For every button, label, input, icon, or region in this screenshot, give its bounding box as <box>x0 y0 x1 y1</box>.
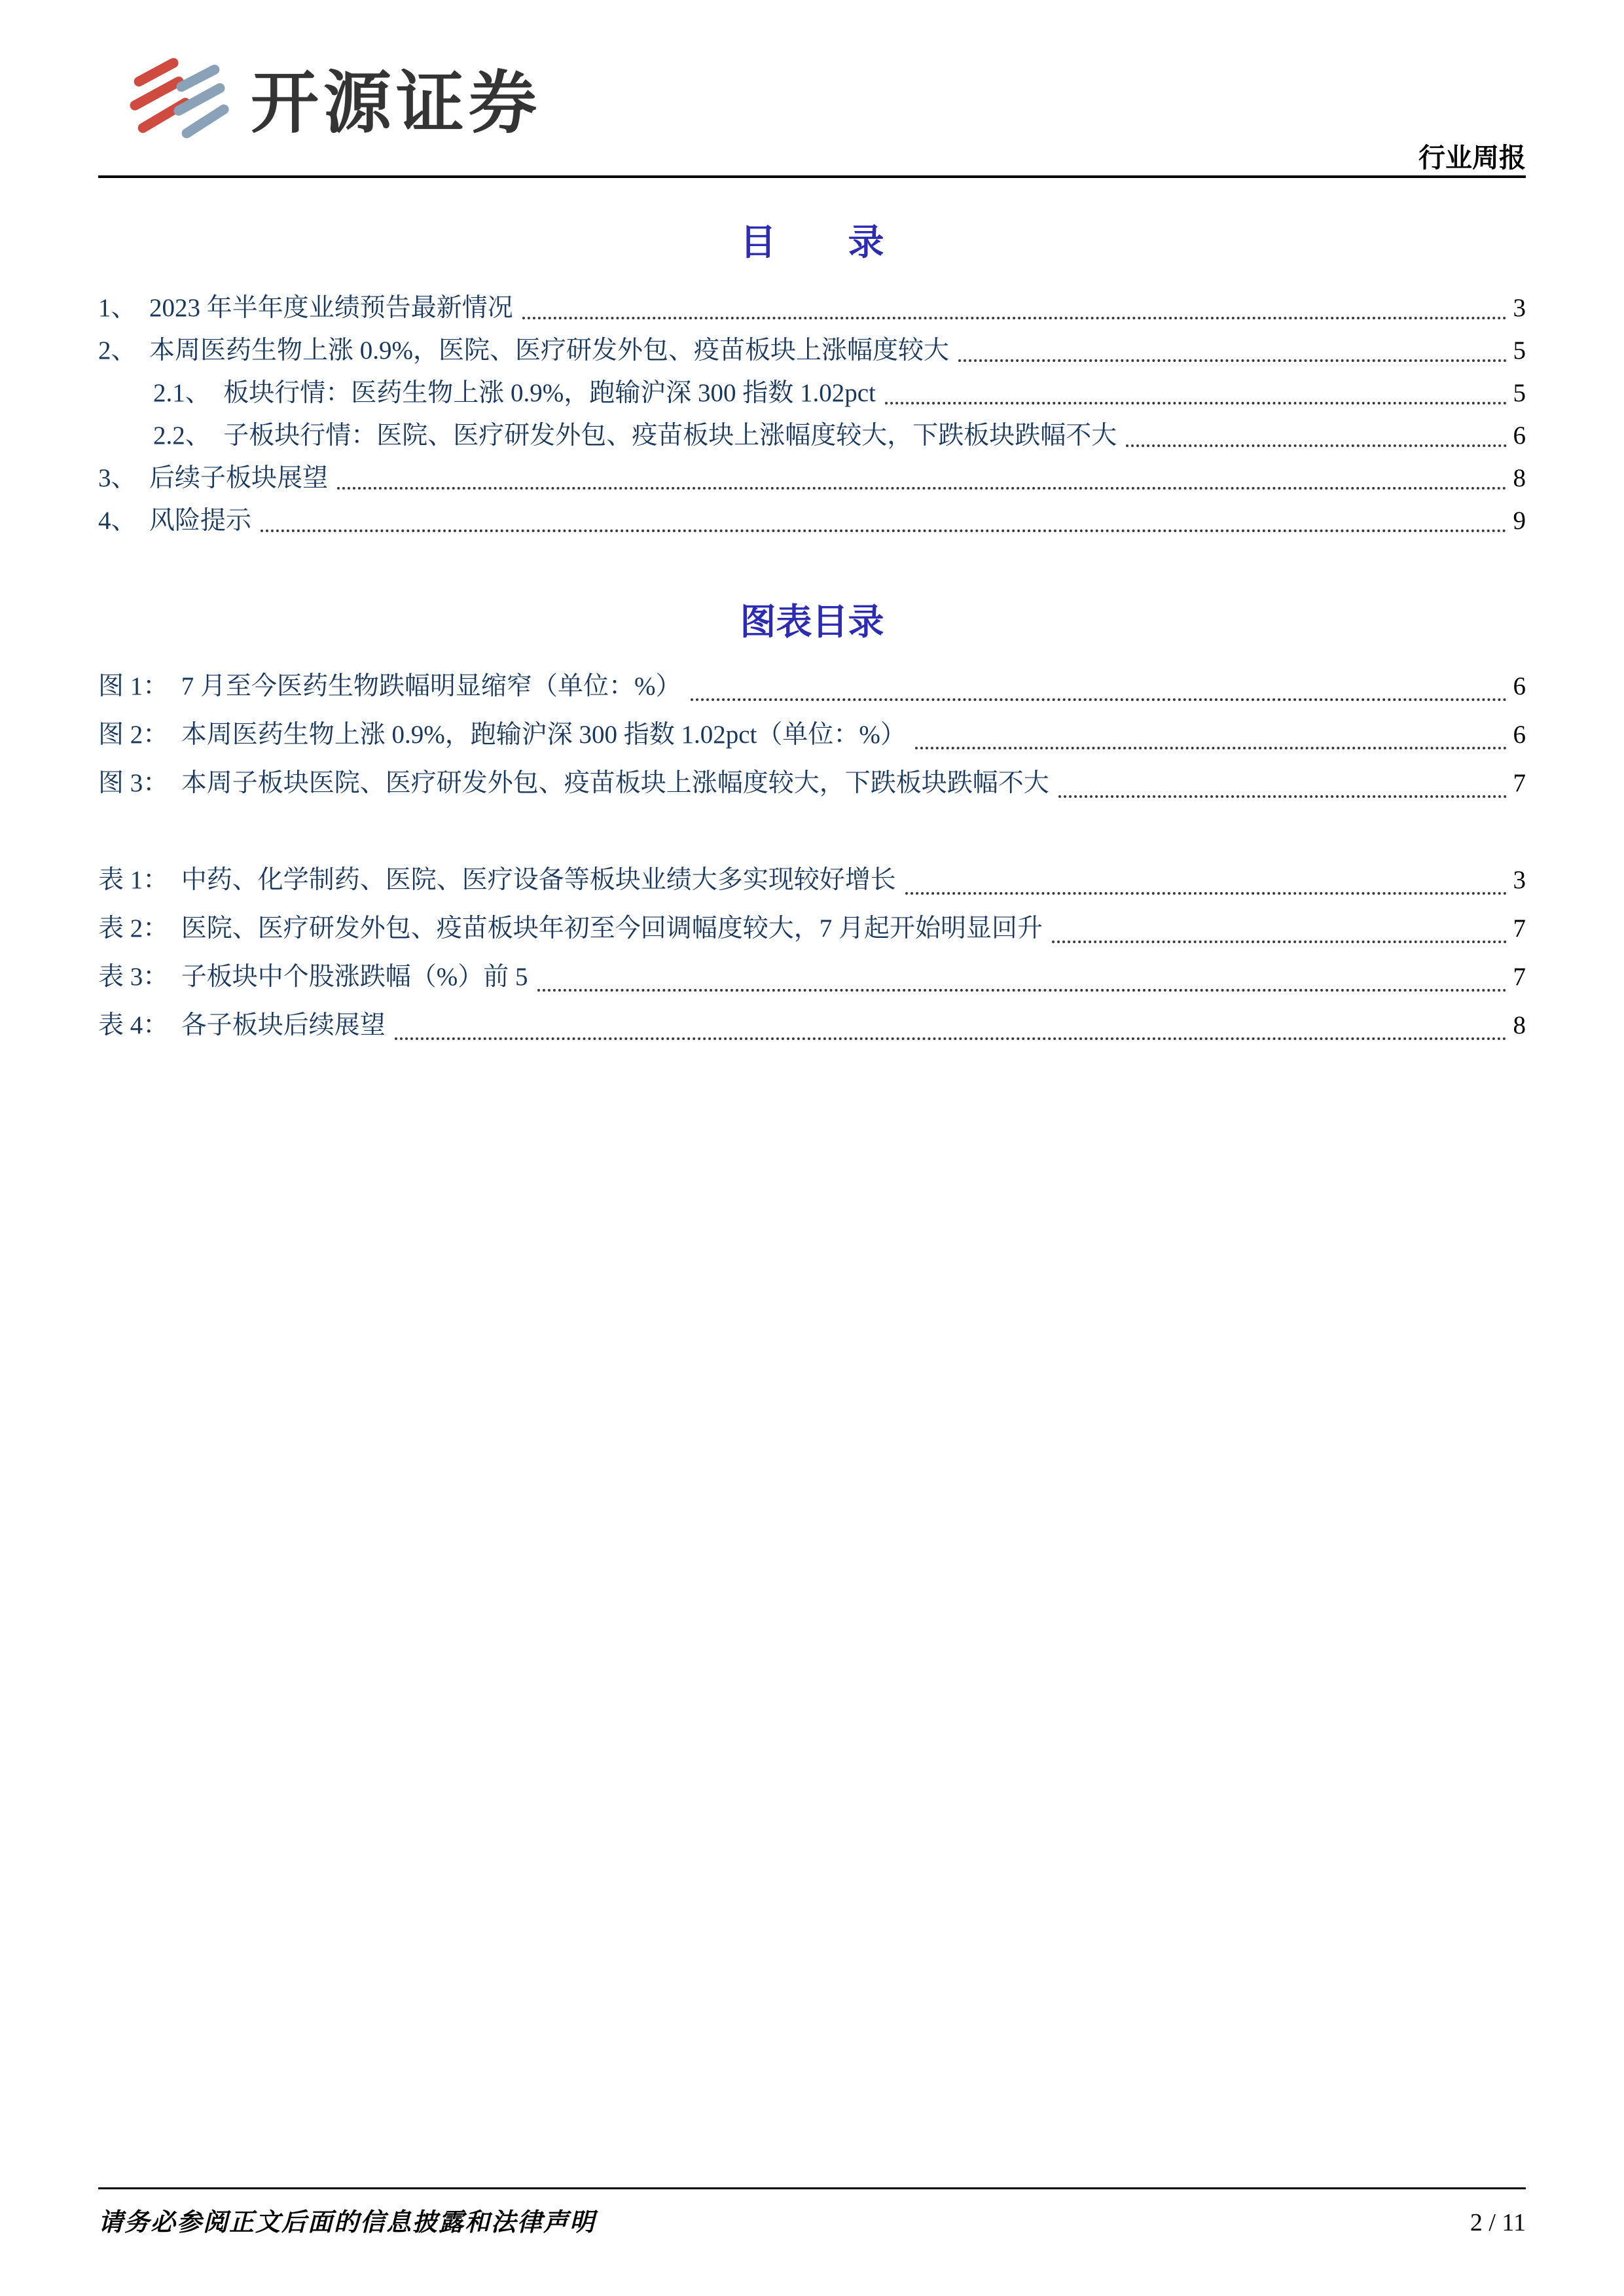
page-footer <box>98 2202 1526 2238</box>
table-entry[interactable] <box>98 856 1526 905</box>
table-entry[interactable] <box>98 953 1526 1001</box>
table-entry-label: 表 1： 中药、化学制药、医院、医疗设备等板块业绩大多实现较好增长 <box>98 866 896 894</box>
brand-name: 开源证券 <box>251 65 542 141</box>
toc-leader-dots <box>1126 414 1506 457</box>
header-divider <box>98 175 1526 178</box>
toc-list <box>98 287 1526 542</box>
toc-entry-label: 2、 本周医药生物上涨 0.9%，医院、医疗研发外包、疫苗板块上涨幅度较大 <box>98 336 949 365</box>
toc-leader-dots <box>905 856 1507 905</box>
toc-entry-page: 8 <box>1513 464 1526 492</box>
toc-leader-dots <box>522 287 1507 329</box>
toc-leader-dots <box>691 662 1507 711</box>
toc-entry-page: 5 <box>1513 336 1526 365</box>
toc-entry-label: 2.1、 板块行情：医药生物上涨 0.9%，跑输沪深 300 指数 1.02pct <box>153 379 876 407</box>
table-entry-label: 表 2： 医院、医疗研发外包、疫苗板块年初至今回调幅度较大，7 月起开始明显回升 <box>98 914 1043 942</box>
figure-entry[interactable] <box>98 662 1526 711</box>
footer-disclaimer: 请务必参阅正文后面的信息披露和法律声明 <box>98 2209 596 2236</box>
figure-entry-label: 图 2： 本周医药生物上涨 0.9%，跑输沪深 300 指数 1.02pct（单位：%） <box>98 721 906 749</box>
toc-leader-dots <box>885 372 1507 414</box>
toc-leader-dots <box>1058 759 1507 808</box>
page-number-indicator: 2 / 11 <box>1470 2209 1526 2236</box>
figures-list <box>98 662 1526 808</box>
toc-leader-dots <box>958 329 1507 372</box>
toc-entry-page: 5 <box>1513 379 1526 407</box>
toc-entry-label: 1、 2023 年半年度业绩预告最新情况 <box>98 294 513 322</box>
figures-toc-title: 图表目录 <box>740 602 884 642</box>
toc-entry-page: 6 <box>1513 422 1526 450</box>
table-entry-page: 3 <box>1513 866 1526 894</box>
table-entry[interactable] <box>98 905 1526 953</box>
doc-type-label: 行业周报 <box>1418 143 1526 173</box>
toc-entry-page: 9 <box>1513 507 1526 535</box>
toc-leader-dots <box>915 711 1507 759</box>
toc-entry-label: 3、 后续子板块展望 <box>98 464 329 492</box>
toc-entry[interactable] <box>98 329 1526 372</box>
figure-entry-page: 6 <box>1513 672 1526 700</box>
figure-entry[interactable] <box>98 759 1526 808</box>
toc-entry[interactable] <box>98 287 1526 329</box>
brand-logo-icon <box>121 54 234 153</box>
table-entry-label: 表 3： 子板块中个股涨跌幅（%）前 5 <box>98 963 528 991</box>
toc-title: 目 录 <box>740 223 884 262</box>
toc-entry[interactable] <box>98 457 1526 499</box>
toc-leader-dots <box>1052 905 1506 953</box>
table-entry-label: 表 4： 各子板块后续展望 <box>98 1011 386 1039</box>
toc-entry[interactable] <box>98 414 1526 457</box>
table-entry[interactable] <box>98 1001 1526 1050</box>
table-entry-page: 7 <box>1513 914 1526 942</box>
toc-entry-label: 4、 风险提示 <box>98 507 252 535</box>
figure-entry[interactable] <box>98 711 1526 759</box>
toc-entry[interactable] <box>98 372 1526 414</box>
figure-entry-page: 6 <box>1513 721 1526 749</box>
toc-leader-dots <box>337 457 1506 499</box>
toc-entry-label: 2.2、 子板块行情：医院、医疗研发外包、疫苗板块上涨幅度较大，下跌板块跌幅不大 <box>153 422 1117 450</box>
brand-logo <box>121 54 541 153</box>
toc-leader-dots <box>537 953 1507 1001</box>
toc-entry-page: 3 <box>1513 294 1526 322</box>
figure-entry-label: 图 3： 本周子板块医院、医疗研发外包、疫苗板块上涨幅度较大，下跌板块跌幅不大 <box>98 769 1049 797</box>
table-entry-page: 8 <box>1513 1011 1526 1039</box>
figure-entry-page: 7 <box>1513 769 1526 797</box>
toc-leader-dots <box>395 1001 1507 1050</box>
footer-divider <box>98 2187 1526 2189</box>
tables-list <box>98 856 1526 1050</box>
table-entry-page: 7 <box>1513 963 1526 991</box>
toc-entry[interactable] <box>98 499 1526 542</box>
figure-entry-label: 图 1： 7 月至今医药生物跌幅明显缩窄（单位：%） <box>98 672 681 700</box>
toc-leader-dots <box>261 499 1506 542</box>
